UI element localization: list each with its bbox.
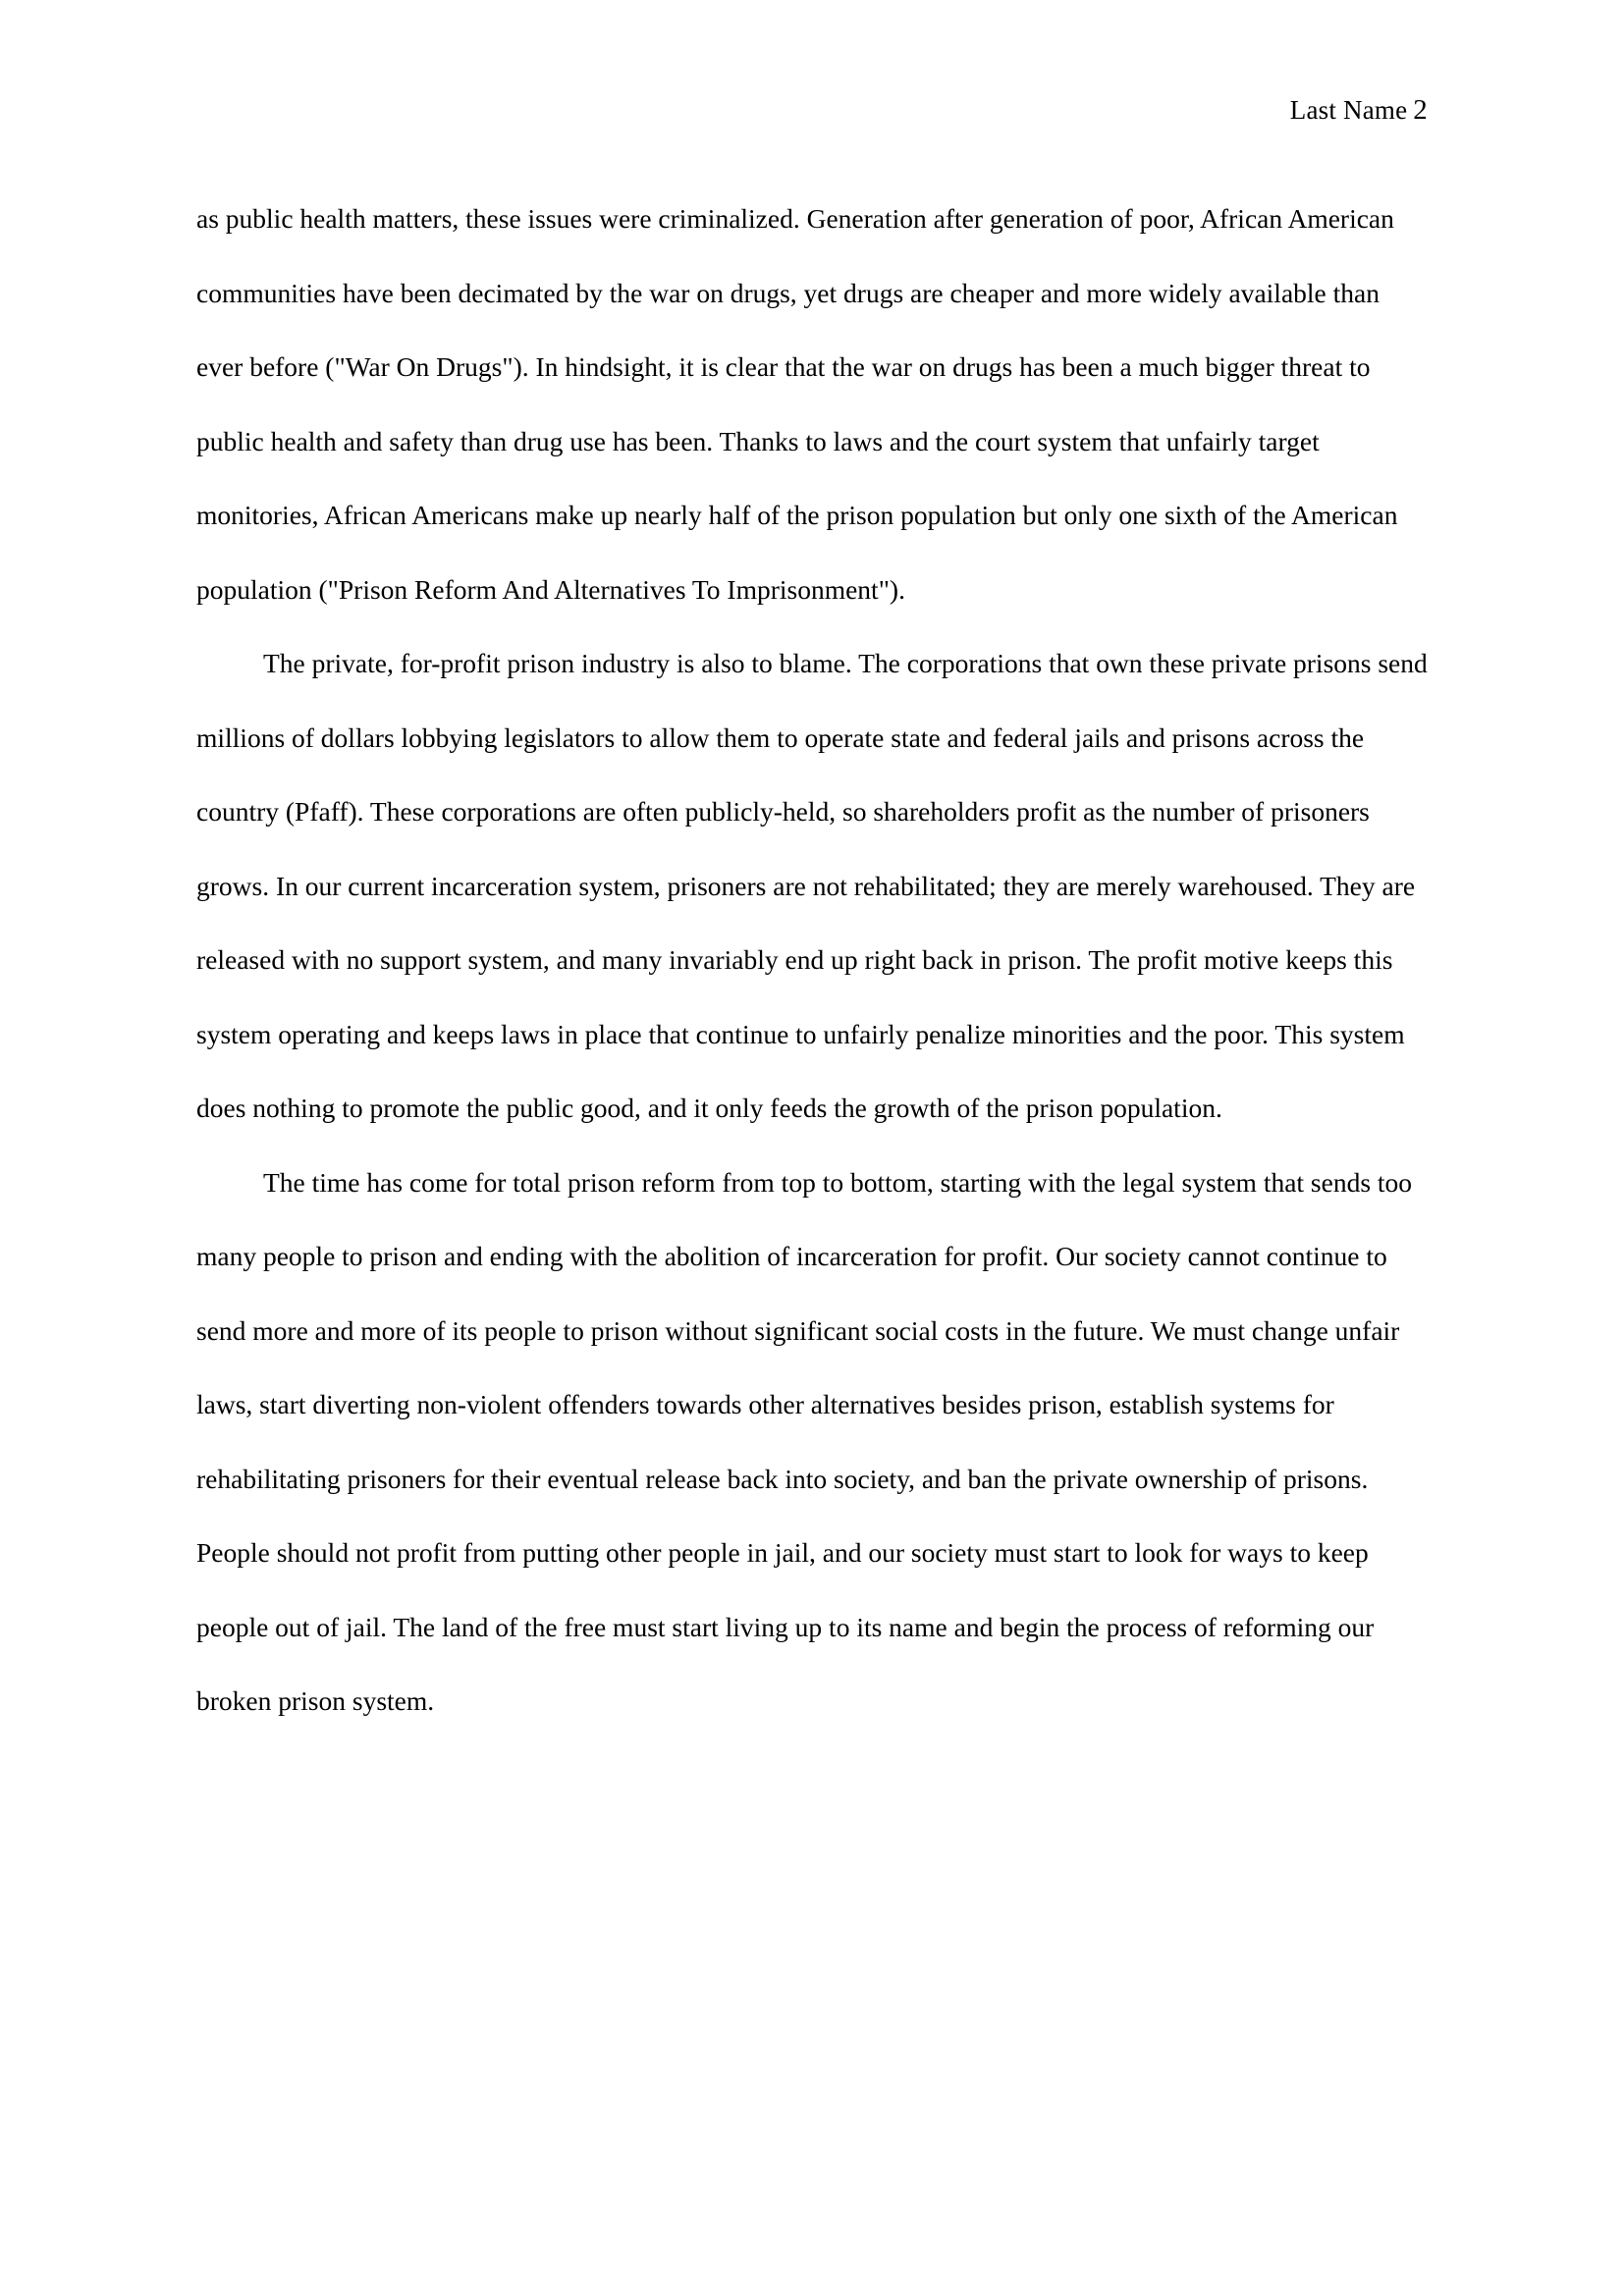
paragraph-continuation: as public health matters, these issues were criminalized. Generation after generation of poor, African American communities have been decimated by the war on drugs, yet drugs are cheaper and more widely available than ever before ("War On Drugs"). In hindsight, it is clear that the war on drugs has been a much bigger threat to public health and safety than drug use has been. Thanks to laws and the court system that unfairly target monitories, African Americans make up nearly half of the prison population but only one sixth of the American population ("Prison Reform And Alternatives To Imprisonment").	[196, 203, 1398, 605]
page-header	[1290, 94, 1428, 127]
header-page-number: 2	[1413, 94, 1428, 126]
paragraph-private-prisons: The private, for-profit prison industry is also to blame. The corporations that own these private prisons send millions of dollars lobbying legislators to allow them to operate state and federal jails and prisons across the country (Pfaff). These corporations are often publicly-held, so shareholders profit as the number of prisoners grows. In our current incarceration system, prisoners are not rehabilitated; they are merely warehoused. They are released with no support system, and many invariably end up right back in prison. The profit motive keeps this system operating and keeps laws in place that continue to unfairly penalize minorities and the poor. This system does nothing to promote the public good, and it only feeds the growth of the prison population.	[196, 648, 1428, 1123]
document-body	[196, 182, 1429, 1738]
paragraph-conclusion: The time has come for total prison reform from top to bottom, starting with the legal system that sends too many people to prison and ending with the abolition of incarceration for profit. Our society cannot continue to send more and more of its people to prison without significant social costs in the future. We must change unfair laws, start diverting non-violent offenders towards other alternatives besides prison, establish systems for rehabilitating prisoners for their eventual release back into society, and ban the private ownership of prisons. People should not profit from putting other people in jail, and our society must start to look for ways to keep people out of jail. The land of the free must start living up to its name and begin the process of reforming our broken prison system.	[196, 1166, 1413, 1716]
header-author-name: Last Name	[1289, 95, 1408, 125]
